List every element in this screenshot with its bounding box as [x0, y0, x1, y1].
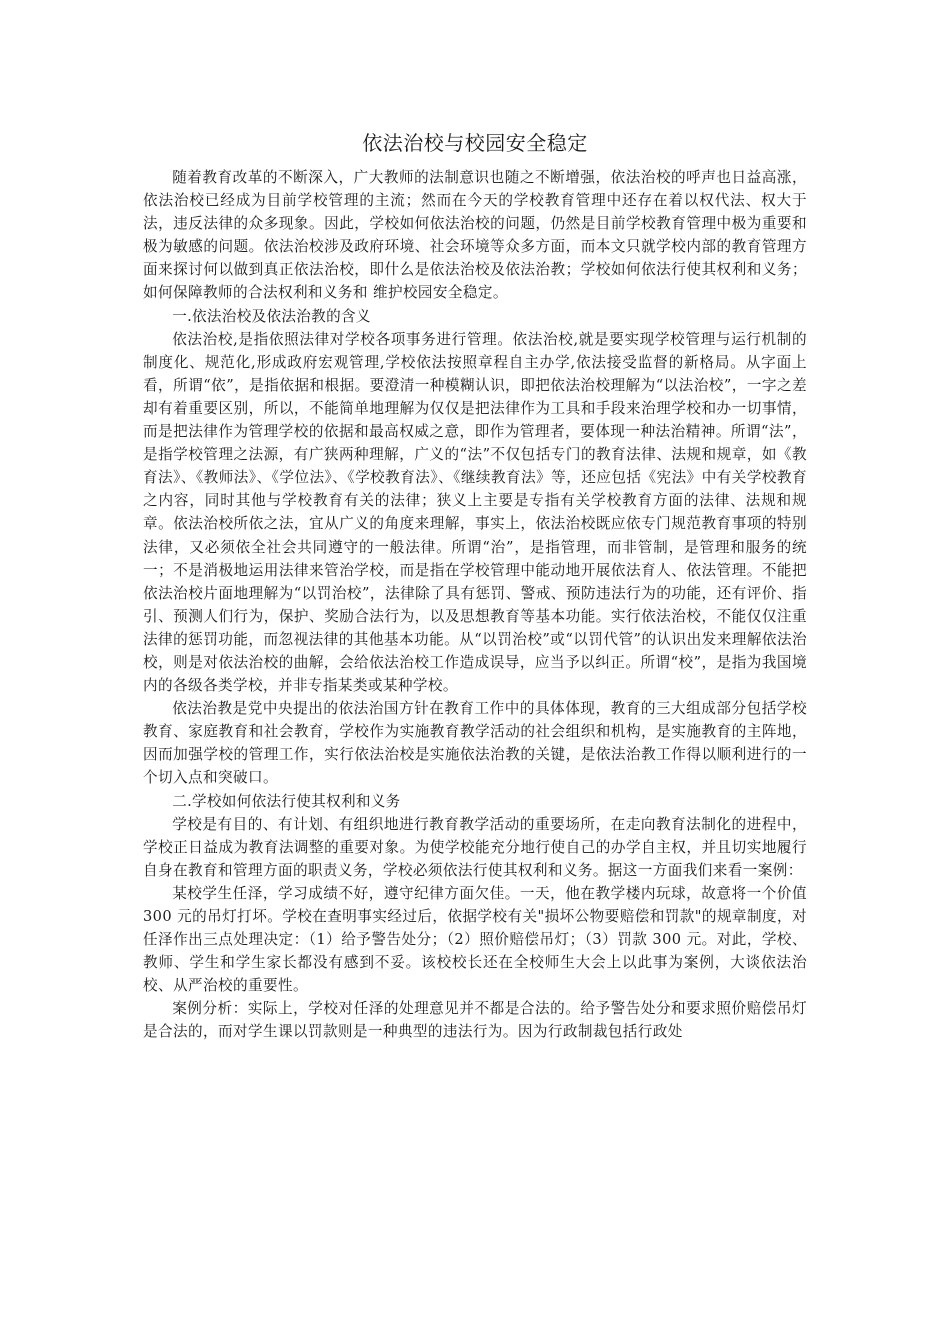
document-title: 依法治校与校园安全稳定 — [362, 131, 588, 155]
case-paragraph: 某校学生任泽，学习成绩不好，遵守纪律方面欠佳。一天，他在教学楼内玩球，故意将一个价值 300 元的吊灯打坏。学校在查明事实经过后，依据学校有关"损坏公物要赔偿和罚款"的规章制度，对任泽作出三点处理决定：（1）给予警告处分；（2）照价赔偿吊灯；（3）罚款 300 元。对此，学校、教师、学生和学生家长都没有感到不妥。该校校长还在全校师生大会上以此事为案例，大谈依法治校、从严治校的重要性。 — [143, 884, 807, 995]
case-analysis-paragraph: 案例分析：实际上，学校对任泽的处理意见并不都是合法的。给予警告处分和要求照价赔偿吊灯是合法的，而对学生课以罚款则是一种典型的违法行为。因为行政制裁包括行政处 — [143, 1000, 807, 1041]
document-page — [143, 128, 807, 1044]
intro-paragraph: 随着教育改革的不断深入，广大教师的法制意识也随之不断增强，依法治校的呼声也日益高涨，依法治校已经成为目前学校管理的主流；然而在今天的学校教育管理中还存在着以权代法、权大于法，违反法律的众多现象。因此，学校如何依法治校的问题，仍然是目前学校教育管理中极为重要和极为敏感的问题。依法治校涉及政府环境、社会环境等众多方面，而本文只就学校内部的教育管理方面来探讨何以做到真正依法治校，即什么是依法治校及依法治教；学校如何依法行使其权利和义务；如何保障教师的合法权利和义务和 维护校园安全稳定。 — [143, 169, 807, 302]
body-paragraph: 依法治校,是指依照法律对学校各项事务进行管理。依法治校,就是要实现学校管理与运行机制的制度化、规范化,形成政府宏观管理,学校依法按照章程自主办学,依法接受监督的新格局。从字面上看，所谓“依”，是指依据和根据。要澄清一种模糊认识，即把依法治校理解为“以法治校”，一字之差却有着重要区别，所以，不能简单地理解为仅仅是把法律作为工具和手段来治理学校和办一切事情，而是把法律作为管理学校的依据和最高权威之意，即作为管理者，要体现一种法治精神。所谓“法”，是指学校管理之法源，有广狭两种理解，广义的“法”不仅包括专门的教育法律、法规和规章，如《教育法》、《教师法》、《学位法》、《学校教育法》、《继续教育法》等，还应包括《宪法》中有关学校教育之内容，同时其他与学校教育有关的法律；狭义上主要是专指有关学校教育方面的法律、法规和规章。依法治校所依之法，宜从广义的角度来理解，事实上，依法治校既应依专门规范教育事项的特别法律，又必须依全社会共同遵守的一般法律。所谓“治”，是指管理，而非管制，是管理和服务的统一；不是消极地运用法律来管治学校，而是指在学校管理中能动地开展依法育人、依法管理。不能把依法治校片面地理解为“以罚治校”，法律除了具有惩罚、警戒、预防违法行为的功能，还有评价、指引、预测人们行为，保护、奖励合法行为，以及思想教育等基本功能。实行依法治校，不能仅仅注重法律的惩罚功能，而忽视法律的其他基本功能。从“以罚治校”或“以罚代管”的认识出发来理解依法治校，则是对依法治校的曲解，会给依法治校工作造成误导，应当予以纠正。所谓“校”，是指为我国境内的各级各类学校，并非专指某类或某种学校。 — [143, 330, 807, 695]
body-paragraph: 学校是有目的、有计划、有组织地进行教育教学活动的重要场所，在走向教育法制化的进程中，学校正日益成为教育法调整的重要对象。为使学校能充分地行使自己的办学自主权，并且切实地履行自身在教育和管理方面的职责义务，学校必须依法行使其权利和义务。据这一方面我们来看一案例： — [143, 815, 807, 879]
section-heading-2: 二.学校如何依法行使其权利和义务 — [172, 792, 401, 810]
body-paragraph: 依法治教是党中央提出的依法治国方针在教育工作中的具体体现，教育的三大组成部分包括学校教育、家庭教育和社会教育，学校作为实施教育教学活动的社会组织和机构，是实施教育的主阵地，因而加强学校的管理工作，实行依法治校是实施依法治教的关键，是依法治教工作得以顺利进行的一个切入点和突破口。 — [143, 700, 807, 787]
section-heading-1: 一.依法治校及依法治教的含义 — [172, 307, 371, 325]
